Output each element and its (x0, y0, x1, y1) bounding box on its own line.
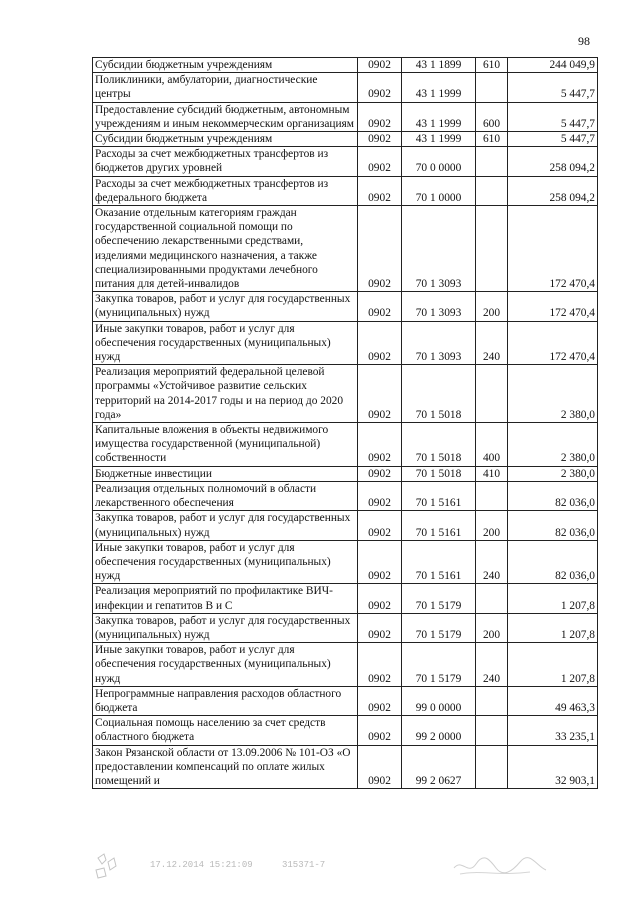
table-row (93, 540, 598, 584)
row-name-cell: Капитальные вложения в объекты недвижимого имущества государственной (муниципальной) собственности (93, 423, 358, 467)
row-section-cell: 0902 (358, 176, 402, 205)
row-name-cell: Иные закупки товаров, работ и услуг для обеспечения государственных (муниципальных) нужд (93, 540, 358, 584)
page-number: 98 (578, 34, 590, 48)
row-name-cell: Непрограммные направления расходов областного бюджета (93, 686, 358, 715)
row-name-cell: Расходы за счет межбюджетных трансфертов из федерального бюджета (93, 176, 358, 205)
row-type-cell: 200 (476, 292, 508, 321)
row-name-cell: Реализация отдельных полномочий в области лекарственного обеспечения (93, 481, 358, 510)
table-row (93, 466, 598, 481)
row-section-cell: 0902 (358, 292, 402, 321)
table-row (93, 613, 598, 642)
row-name-cell: Предоставление субсидий бюджетным, автономным учреждениям и иным некоммерческим организациям (93, 102, 358, 131)
row-type-cell (476, 73, 508, 102)
row-amount-cell: 172 470,4 (508, 292, 598, 321)
row-amount-cell: 5 447,7 (508, 73, 598, 102)
row-section-cell: 0902 (358, 584, 402, 613)
row-type-cell (476, 206, 508, 292)
row-type-cell (476, 716, 508, 745)
table-row (93, 716, 598, 745)
row-amount-cell: 32 903,1 (508, 745, 598, 789)
row-code-cell: 70 1 5018 (402, 466, 476, 481)
row-section-cell: 0902 (358, 511, 402, 540)
row-amount-cell: 1 207,8 (508, 584, 598, 613)
row-amount-cell: 82 036,0 (508, 511, 598, 540)
table-row (93, 292, 598, 321)
row-type-cell (476, 481, 508, 510)
row-amount-cell: 258 094,2 (508, 176, 598, 205)
row-amount-cell: 1 207,8 (508, 613, 598, 642)
table-row (93, 58, 598, 73)
row-section-cell: 0902 (358, 132, 402, 147)
row-amount-cell: 82 036,0 (508, 540, 598, 584)
row-section-cell: 0902 (358, 321, 402, 365)
footer-timestamp: 17.12.2014 15:21:09 (150, 860, 253, 870)
row-code-cell: 43 1 1999 (402, 132, 476, 147)
table-row (93, 511, 598, 540)
row-section-cell: 0902 (358, 481, 402, 510)
row-type-cell (476, 745, 508, 789)
row-name-cell: Закупка товаров, работ и услуг для государственных (муниципальных) нужд (93, 613, 358, 642)
row-type-cell (476, 584, 508, 613)
row-type-cell: 610 (476, 132, 508, 147)
row-code-cell: 70 1 3093 (402, 321, 476, 365)
row-code-cell: 43 1 1899 (402, 58, 476, 73)
table-row (93, 584, 598, 613)
row-section-cell: 0902 (358, 686, 402, 715)
document-footer (92, 852, 597, 882)
table-row (93, 147, 598, 176)
signature-mark-icon (450, 854, 550, 878)
row-amount-cell: 2 380,0 (508, 466, 598, 481)
row-section-cell: 0902 (358, 147, 402, 176)
row-type-cell (476, 686, 508, 715)
row-amount-cell: 172 470,4 (508, 321, 598, 365)
row-type-cell: 610 (476, 58, 508, 73)
row-name-cell: Субсидии бюджетным учреждениям (93, 132, 358, 147)
row-name-cell: Социальная помощь населению за счет средств областного бюджета (93, 716, 358, 745)
row-code-cell: 43 1 1999 (402, 102, 476, 131)
row-section-cell: 0902 (358, 365, 402, 423)
row-section-cell: 0902 (358, 58, 402, 73)
table-row (93, 686, 598, 715)
row-name-cell: Расходы за счет межбюджетных трансфертов из бюджетов других уровней (93, 147, 358, 176)
row-type-cell: 400 (476, 423, 508, 467)
row-amount-cell: 33 235,1 (508, 716, 598, 745)
table-row (93, 132, 598, 147)
table-row (93, 176, 598, 205)
row-type-cell: 240 (476, 321, 508, 365)
row-type-cell: 600 (476, 102, 508, 131)
row-type-cell (476, 176, 508, 205)
row-code-cell: 70 1 5018 (402, 365, 476, 423)
row-code-cell: 70 1 5018 (402, 423, 476, 467)
row-section-cell: 0902 (358, 716, 402, 745)
budget-table (92, 57, 598, 789)
row-amount-cell: 258 094,2 (508, 147, 598, 176)
row-name-cell: Закупка товаров, работ и услуг для государственных (муниципальных) нужд (93, 511, 358, 540)
row-amount-cell: 5 447,7 (508, 102, 598, 131)
table-row (93, 321, 598, 365)
row-amount-cell: 1 207,8 (508, 643, 598, 687)
row-name-cell: Реализация мероприятий по профилактике ВИЧ-инфекции и гепатитов В и С (93, 584, 358, 613)
row-amount-cell: 244 049,9 (508, 58, 598, 73)
footer-document-id: 315371-7 (282, 860, 326, 870)
row-code-cell: 70 1 5179 (402, 643, 476, 687)
row-name-cell: Иные закупки товаров, работ и услуг для обеспечения государственных (муниципальных) нужд (93, 643, 358, 687)
row-type-cell: 240 (476, 540, 508, 584)
row-code-cell: 70 1 0000 (402, 176, 476, 205)
seal-mark-icon (92, 852, 122, 880)
row-type-cell: 200 (476, 613, 508, 642)
table-row (93, 481, 598, 510)
row-type-cell: 240 (476, 643, 508, 687)
row-code-cell: 99 2 0000 (402, 716, 476, 745)
table-row (93, 423, 598, 467)
row-amount-cell: 172 470,4 (508, 206, 598, 292)
row-code-cell: 99 0 0000 (402, 686, 476, 715)
row-code-cell: 70 0 0000 (402, 147, 476, 176)
table-row (93, 365, 598, 423)
row-section-cell: 0902 (358, 423, 402, 467)
row-section-cell: 0902 (358, 613, 402, 642)
row-type-cell (476, 365, 508, 423)
row-name-cell: Иные закупки товаров, работ и услуг для обеспечения государственных (муниципальных) нужд (93, 321, 358, 365)
row-name-cell: Бюджетные инвестиции (93, 466, 358, 481)
row-code-cell: 70 1 5161 (402, 511, 476, 540)
row-name-cell: Оказание отдельным категориям граждан государственной социальной помощи по обеспечению лекарственными средствами, изделиями медицинского назначения, а также специализированными продуктами лечебного питания для детей-инвалидов (93, 206, 358, 292)
row-name-cell: Реализация мероприятий федеральной целевой программы «Устойчивое развитие сельских территорий на 2014-2017 годы и на период до 2020 года» (93, 365, 358, 423)
row-section-cell: 0902 (358, 102, 402, 131)
row-amount-cell: 49 463,3 (508, 686, 598, 715)
row-section-cell: 0902 (358, 643, 402, 687)
row-name-cell: Поликлиники, амбулатории, диагностические центры (93, 73, 358, 102)
row-section-cell: 0902 (358, 466, 402, 481)
row-amount-cell: 5 447,7 (508, 132, 598, 147)
row-amount-cell: 2 380,0 (508, 423, 598, 467)
row-name-cell: Закон Рязанской области от 13.09.2006 № 101-ОЗ «О предоставлении компенсаций по оплате жилых помещений и (93, 745, 358, 789)
table-row (93, 745, 598, 789)
row-code-cell: 70 1 3093 (402, 292, 476, 321)
row-code-cell: 43 1 1999 (402, 73, 476, 102)
row-code-cell: 99 2 0627 (402, 745, 476, 789)
row-code-cell: 70 1 5161 (402, 481, 476, 510)
row-type-cell: 410 (476, 466, 508, 481)
row-code-cell: 70 1 5161 (402, 540, 476, 584)
row-name-cell: Закупка товаров, работ и услуг для государственных (муниципальных) нужд (93, 292, 358, 321)
row-amount-cell: 2 380,0 (508, 365, 598, 423)
table-row (93, 206, 598, 292)
row-amount-cell: 82 036,0 (508, 481, 598, 510)
row-code-cell: 70 1 5179 (402, 584, 476, 613)
row-section-cell: 0902 (358, 745, 402, 789)
row-type-cell: 200 (476, 511, 508, 540)
row-section-cell: 0902 (358, 206, 402, 292)
row-section-cell: 0902 (358, 540, 402, 584)
row-type-cell (476, 147, 508, 176)
table-row (93, 73, 598, 102)
row-code-cell: 70 1 3093 (402, 206, 476, 292)
table-row (93, 643, 598, 687)
row-section-cell: 0902 (358, 73, 402, 102)
row-code-cell: 70 1 5179 (402, 613, 476, 642)
row-name-cell: Субсидии бюджетным учреждениям (93, 58, 358, 73)
budget-table-body (93, 58, 598, 789)
table-row (93, 102, 598, 131)
